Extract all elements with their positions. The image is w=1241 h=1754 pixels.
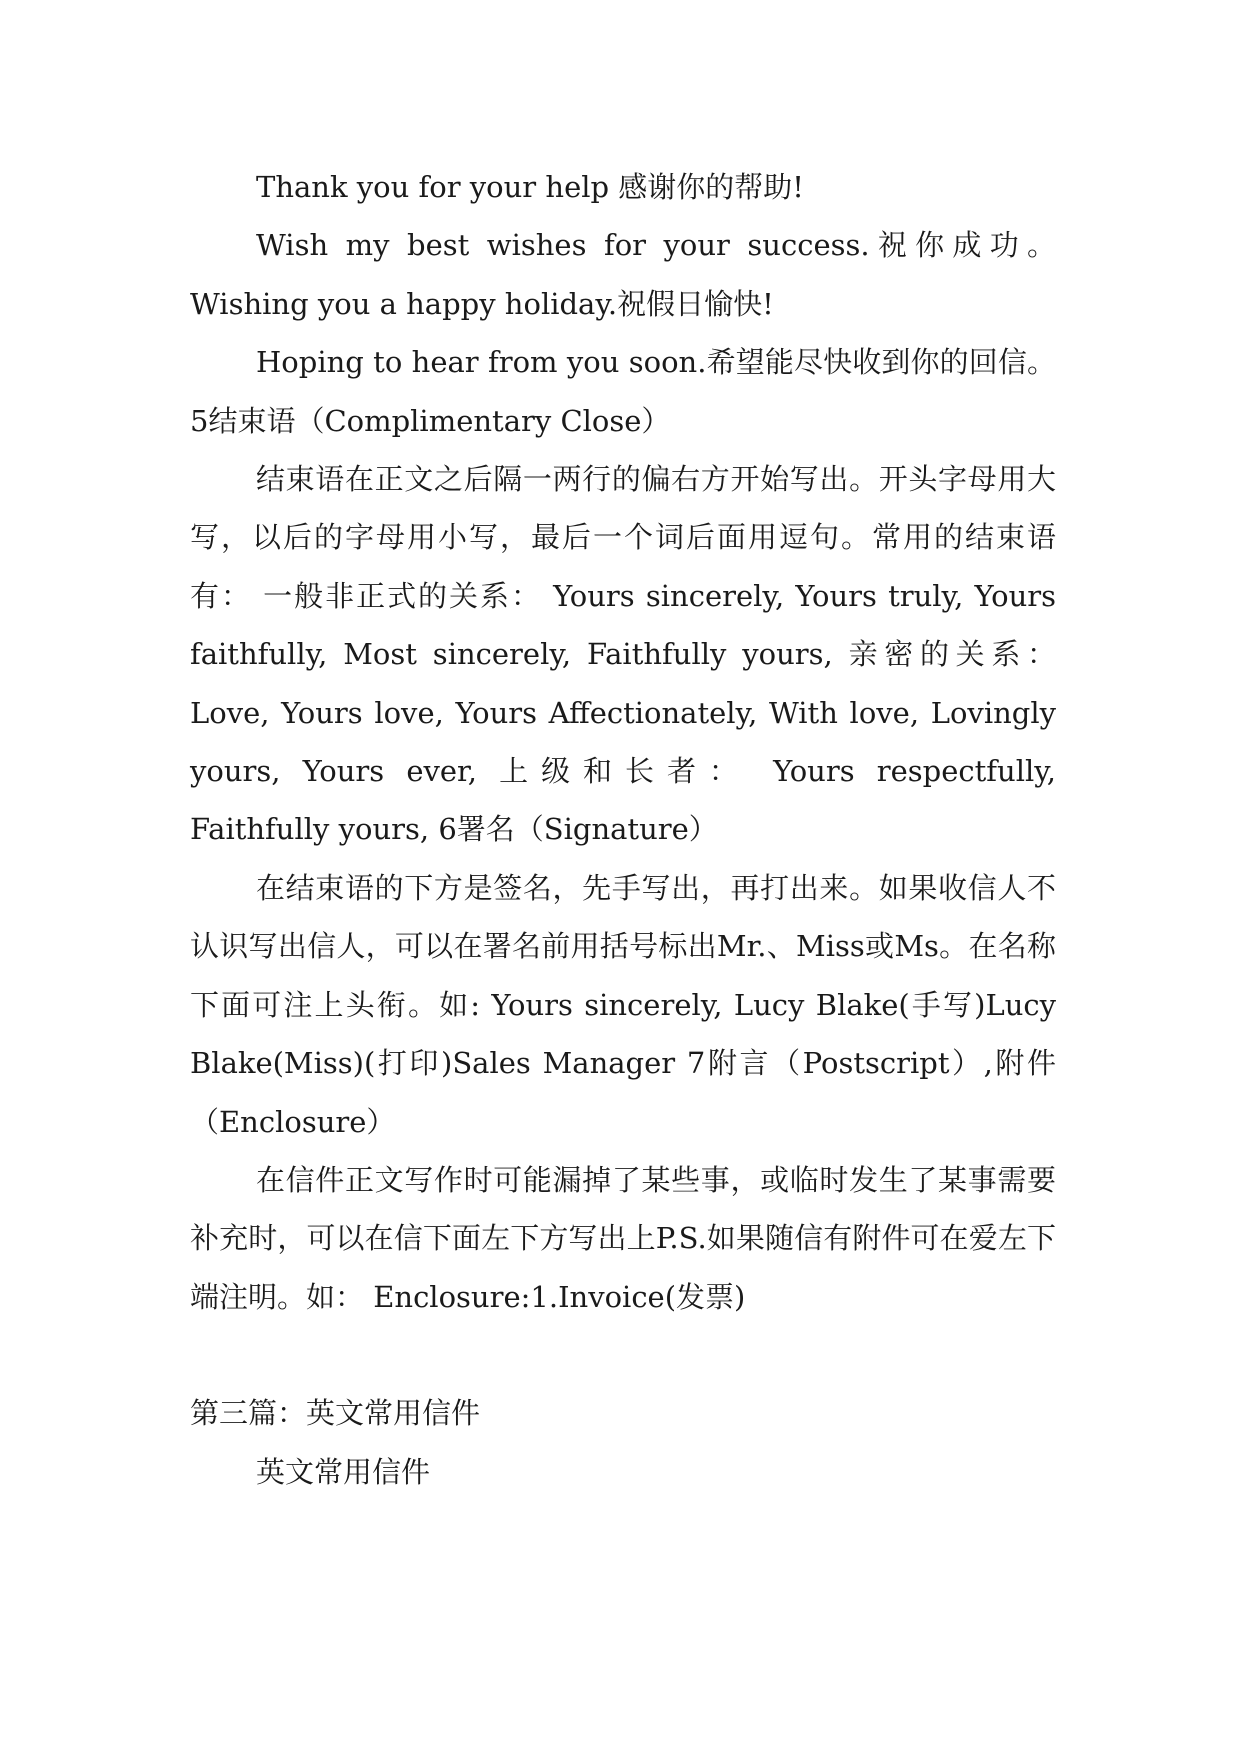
section-heading: 第三篇：英文常用信件 [190,1396,481,1431]
paragraph-postscript: 在信件正文写作时可能漏掉了某些事，或临时发生了某事需要补充时，可以在信下面左下方写出上P.S.如果随信有附件可在爱左下端注明。如： Enclosure:1.Invoice(发票) [190,1162,1056,1314]
paragraph-hoping: Hoping to hear from you soon.希望能尽快收到你的回信。5结束语（Complimentary Close） [190,345,1056,438]
paragraph-complimentary-close: 结束语在正文之后隔一两行的偏右方开始写出。开头字母用大写，以后的字母用小写，最后一个词后面用逗句。常用的结束语有： 一般非正式的关系： Yours sincerely, Yours truly, Yours faithfully, Most sincerely, Faithfully yours, 亲密的关系： Love, Yours love, Yours Affectionately, With love, Lovingly yours, Yours ever, 上级和长者： Yours respectfully, Faithfully yours, 6署名（Signature） [190,462,1056,847]
paragraph-wishes: Wish my best wishes for your success.祝你成功。Wishing you a happy holiday.祝假日愉快! [190,228,1056,321]
document-page [190,158,1056,1501]
section-subtitle: 英文常用信件 [256,1454,431,1489]
paragraph-signature: 在结束语的下方是签名，先手写出，再打出来。如果收信人不认识写出信人，可以在署名前用括号标出Mr.、Miss或Ms。在名称下面可注上头衔。如: Yours sincerely, Lucy Blake(手写)Lucy Blake(Miss)(打印)Sales Manager 7附言（Postscript）,附件（Enclosure） [190,870,1056,1139]
paragraph-thanks: Thank you for your help 感谢你的帮助! [256,170,804,204]
